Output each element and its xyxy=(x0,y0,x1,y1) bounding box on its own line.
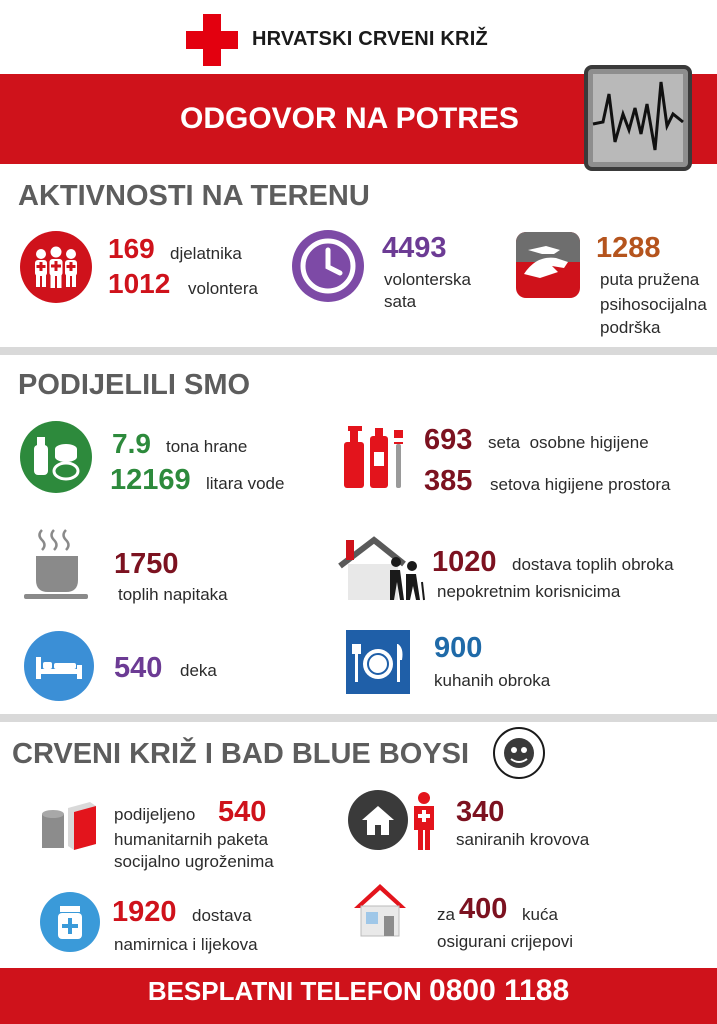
hours-count: 4493 xyxy=(382,232,447,264)
water-liters: 12169 xyxy=(110,464,191,496)
water-label: litara vode xyxy=(206,474,285,493)
groceries-label-1: dostava xyxy=(192,906,252,925)
meal-delivery-count: 1020 xyxy=(432,546,497,578)
helping-hands-icon xyxy=(516,232,580,298)
people-icon xyxy=(20,231,92,303)
packages-label-2: socijalno ugroženima xyxy=(114,852,274,871)
section-title-bbb: CRVENI KRIŽ I BAD BLUE BOYSI xyxy=(12,738,470,770)
packages-label-pre: podijeljeno xyxy=(114,805,196,824)
section-divider xyxy=(0,714,717,722)
house-helper-icon xyxy=(348,790,440,852)
free-phone-line xyxy=(0,974,717,1008)
elderly-home-icon xyxy=(338,536,428,602)
packages-label-1: humanitarnih paketa xyxy=(114,830,269,849)
hot-drink-icon xyxy=(22,528,90,602)
support-count: 1288 xyxy=(596,232,661,264)
roofs-label: saniranih krovova xyxy=(456,830,590,849)
bad-blue-boys-logo-icon xyxy=(493,727,545,779)
meal-delivery-label-1: dostava toplih obroka xyxy=(512,555,674,574)
staff-label: djelatnika xyxy=(170,244,242,263)
packages-icon xyxy=(40,800,98,850)
cooked-meals-count: 900 xyxy=(434,632,483,664)
blankets-label: deka xyxy=(180,661,217,680)
plate-cutlery-icon xyxy=(346,630,410,694)
volunteer-count: 1012 xyxy=(108,268,171,299)
houses-count: 400 xyxy=(459,893,508,925)
hot-drinks-label: toplih napitaka xyxy=(118,585,228,604)
bed-icon xyxy=(24,631,94,701)
medicine-icon xyxy=(40,892,100,952)
space-hygiene-count: 385 xyxy=(424,465,473,497)
section-title-activities: AKTIVNOSTI NA TERENU xyxy=(18,180,370,212)
packages-count: 540 xyxy=(218,796,267,828)
free-phone-label: BESPLATNI TELEFON xyxy=(147,976,422,1006)
roofs-count: 340 xyxy=(456,796,505,828)
groceries-count: 1920 xyxy=(112,896,177,928)
clock-icon xyxy=(292,230,364,302)
meal-delivery-label-2: nepokretnim korisnicima xyxy=(437,582,621,601)
tiles-label: osigurani crijepovi xyxy=(437,932,574,951)
support-label-3: podrška xyxy=(600,318,661,337)
food-tons: 7.9 xyxy=(112,428,151,459)
red-cross-logo-icon xyxy=(186,14,238,66)
food-label: tona hrane xyxy=(166,437,248,456)
groceries-label-2: namirnica i lijekova xyxy=(114,935,258,954)
section-title-distributed: PODIJELILI SMO xyxy=(18,369,251,401)
support-label-1: puta pružena xyxy=(600,270,700,289)
space-hygiene-label: setova higijene prostora xyxy=(490,475,671,494)
hygiene-icon xyxy=(340,424,414,490)
free-phone-number[interactable]: 0800 1188 xyxy=(429,974,570,1007)
personal-hygiene-label: seta osobne higijene xyxy=(488,433,649,452)
personal-hygiene-count: 693 xyxy=(424,424,473,456)
hours-label-2: sata xyxy=(384,292,417,311)
cooked-meals-label: kuhanih obroka xyxy=(434,671,551,690)
seismograph-icon xyxy=(583,64,693,172)
org-name: HRVATSKI CRVENI KRIŽ xyxy=(252,28,488,50)
volunteer-label: volontera xyxy=(188,279,258,298)
food-water-icon xyxy=(20,421,92,493)
houses-label: kuća xyxy=(522,905,558,924)
blankets-count: 540 xyxy=(114,652,163,684)
support-label-2: psihosocijalna xyxy=(600,295,707,314)
banner-title: ODGOVOR NA POTRES xyxy=(180,102,519,135)
section-divider xyxy=(0,347,717,355)
red-house-icon xyxy=(352,880,408,938)
windows-label-pre: za xyxy=(437,905,455,924)
hot-drinks-count: 1750 xyxy=(114,548,179,580)
staff-count: 169 xyxy=(108,233,155,264)
hours-label-1: volonterska xyxy=(384,270,471,289)
